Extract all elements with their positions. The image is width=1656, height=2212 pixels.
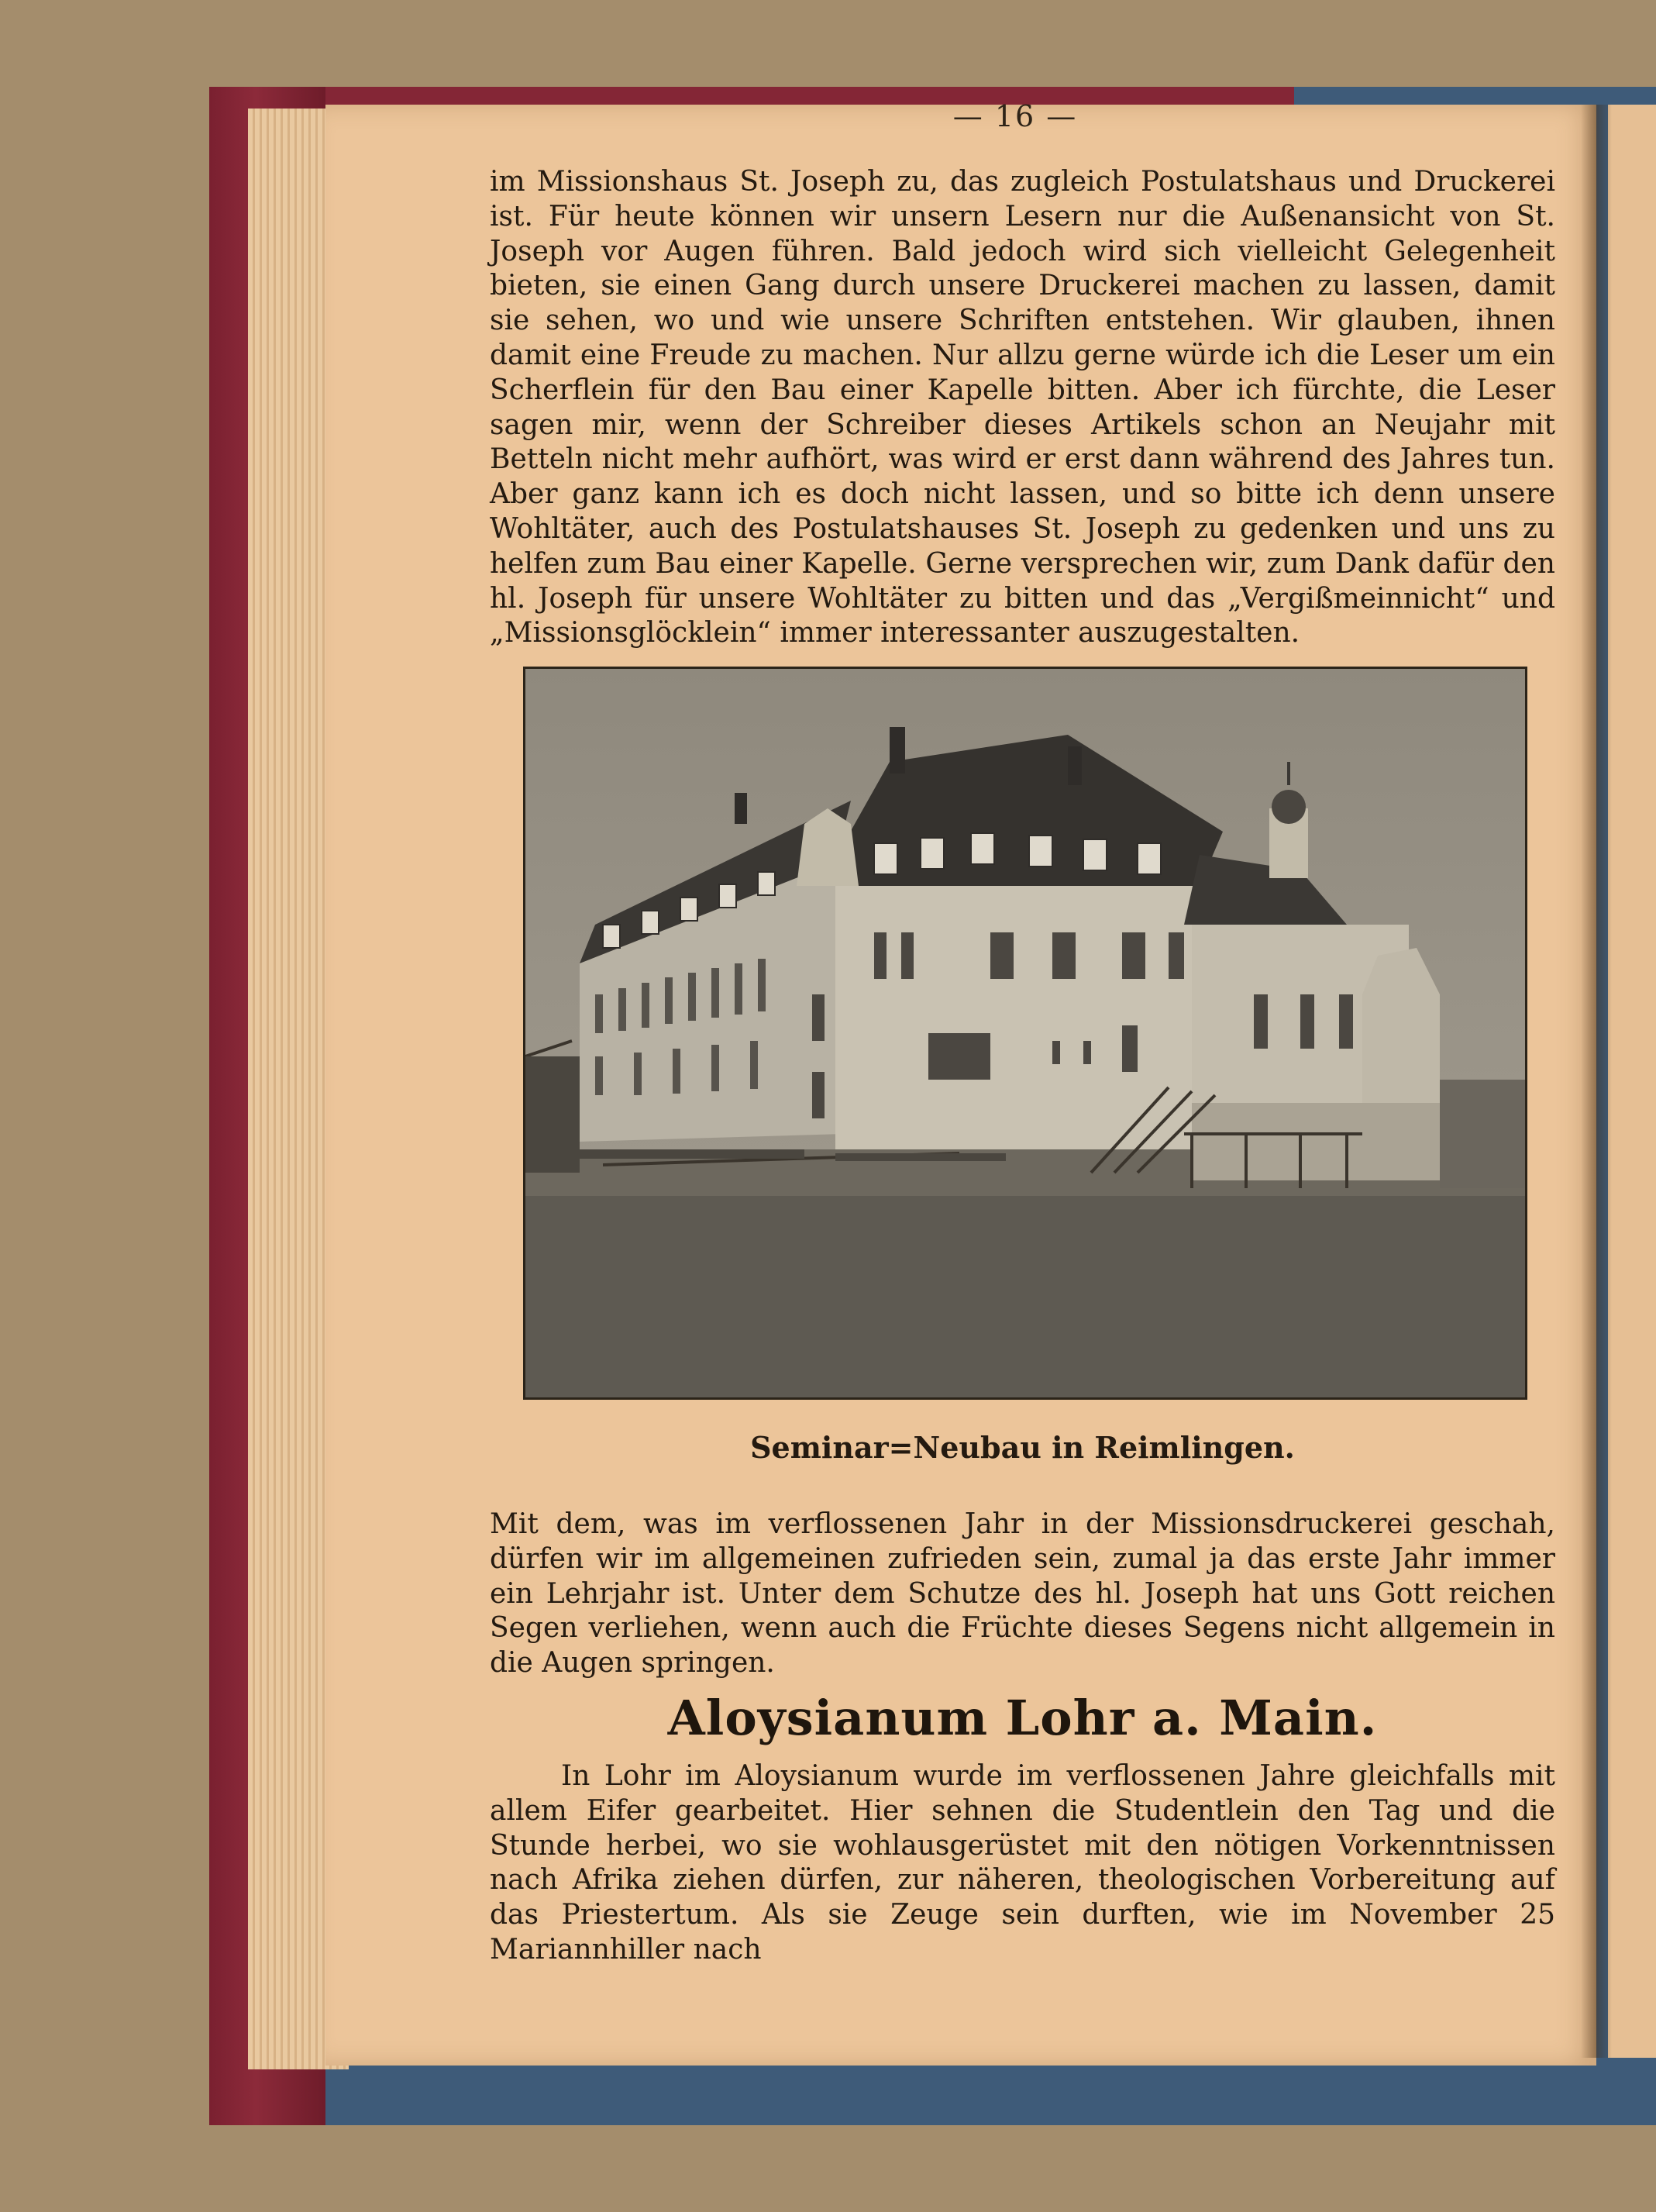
body-paragraph-2: Mit dem, was im verflossenen Jahr in der Missionsdruckerei geschah, dürfen wir im allgemeinen zufrieden sein, zumal ja das erste Jahr immer ein Lehrjahr ist. Unter dem Schutze des hl. Joseph hat uns Gott reichen Segen verliehen, wenn auch die Früchte dieses Segens nicht allgemein in die Augen springen. xyxy=(490,1508,1555,1680)
section-heading: Aloysianum Lohr a. Main. xyxy=(667,1690,1378,1746)
body-paragraph-3: In Lohr im Aloysianum wurde im verflossenen Jahre gleichfalls mit allem Eifer gearbeitet. Hier sehnen die Studentlein den Tag und die Stunde herbei, wo sie wohlausgerüstet mit den nötigen Vorkenntnissen nach Afrika ziehen dürfen, zur näheren, theologischen Vorbereitung auf das Priestertum. Als sie Zeuge sein durften, wie im November 25 Mariannhiller nach xyxy=(490,1760,1555,1966)
page-gutter-shadow xyxy=(1581,105,1612,2058)
body-paragraph-1: im Missionshaus St. Joseph zu, das zugleich Postulatshaus und Druckerei ist. Für heute können wir unsern Lesern nur die Außenansicht von St. Joseph vor Augen führen. Bald jedoch wird sich vielleicht Gelegenheit bieten, sie einen Gang durch unsere Druckerei machen zu lassen, damit sie sehen, wo und wie unsere Schriften entstehen. Wir glauben, ihnen damit eine Freude zu machen. Nur allzu gerne würde ich die Leser um ein Scherflein für den Bau einer Kapelle bitten. Aber ich fürchte, die Leser sagen mir, wenn der Schreiber dieses Artikels schon an Neujahr mit Betteln nicht mehr aufhört, was wird er erst dann während des Jahres tun. Aber ganz kann ich es doch nicht lassen, und so bitte ich denn unsere Wohltäter, auch des Postulatshauses St. Joseph zu gedenken und uns zu helfen zum Bau einer Kapelle. Gerne versprechen wir, zum Dank dafür den hl. Joseph für unsere Wohltäter zu bitten und das „Vergißmeinnicht“ und „Missionsglöcklein“ immer interessanter auszugestalten. xyxy=(490,166,1555,649)
photo-caption: Seminar=Neubau in Reimlingen. xyxy=(750,1430,1295,1465)
facing-page-edge xyxy=(1608,105,1656,2058)
page-number: — 16 — xyxy=(952,99,1078,133)
building-photo xyxy=(523,667,1527,1400)
seminary-building-image xyxy=(525,669,1525,1397)
